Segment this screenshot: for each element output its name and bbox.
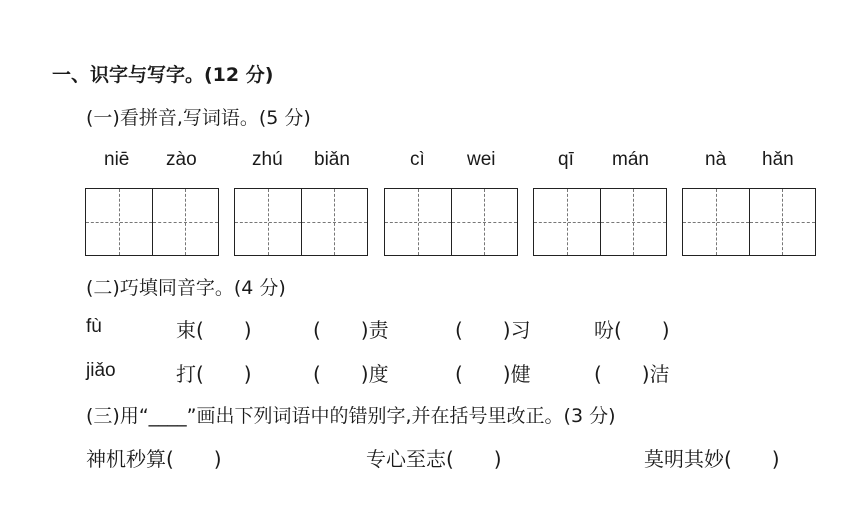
pinyin-label: niē <box>104 149 130 170</box>
pinyin-label: nà <box>705 149 727 170</box>
writing-grid-1[interactable] <box>85 188 219 256</box>
grid-cell[interactable] <box>384 188 452 256</box>
grid-cell[interactable] <box>302 188 369 256</box>
grid-cell[interactable] <box>533 188 601 256</box>
pinyin-label: wei <box>467 149 496 170</box>
grid-cell[interactable] <box>682 188 750 256</box>
grid-cell[interactable] <box>234 188 302 256</box>
section-title: 一、识字与写字。(12 分) <box>52 64 274 86</box>
pinyin-label: zào <box>166 149 197 170</box>
grid-cell[interactable] <box>452 188 519 256</box>
part3-title: (三)用“____”画出下列词语中的错别字,并在括号里改正。(3 分) <box>86 405 616 427</box>
grid-cell[interactable] <box>85 188 153 256</box>
pinyin-label: cì <box>410 149 425 170</box>
part1-title: (一)看拼音,写词语。(5 分) <box>86 107 311 129</box>
fill-item[interactable]: 束( ) <box>176 318 252 342</box>
pinyin-label: mán <box>612 149 649 170</box>
row2-pinyin: jiǎo <box>86 360 116 381</box>
grid-cell[interactable] <box>750 188 817 256</box>
correction-item[interactable]: 专心至志( ) <box>366 447 502 471</box>
writing-grid-4[interactable] <box>533 188 667 256</box>
grid-cell[interactable] <box>153 188 220 256</box>
fill-item[interactable]: ( )习 <box>455 318 531 342</box>
fill-item[interactable]: 吩( ) <box>594 318 670 342</box>
fill-item[interactable]: ( )度 <box>313 362 389 386</box>
fill-item[interactable]: ( )责 <box>313 318 389 342</box>
fill-item[interactable]: ( )洁 <box>594 362 670 386</box>
row1-pinyin: fù <box>86 316 102 337</box>
pinyin-label: qī <box>558 149 574 170</box>
writing-grid-2[interactable] <box>234 188 368 256</box>
pinyin-label: zhú <box>252 149 283 170</box>
pinyin-label: hǎn <box>762 149 794 170</box>
part2-title: (二)巧填同音字。(4 分) <box>86 277 286 299</box>
fill-item[interactable]: 打( ) <box>176 362 252 386</box>
writing-grid-5[interactable] <box>682 188 816 256</box>
pinyin-label: biǎn <box>314 149 350 170</box>
writing-grid-3[interactable] <box>384 188 518 256</box>
correction-item[interactable]: 神机秒算( ) <box>86 447 222 471</box>
fill-item[interactable]: ( )健 <box>455 362 531 386</box>
grid-cell[interactable] <box>601 188 668 256</box>
correction-item[interactable]: 莫明其妙( ) <box>644 447 780 471</box>
